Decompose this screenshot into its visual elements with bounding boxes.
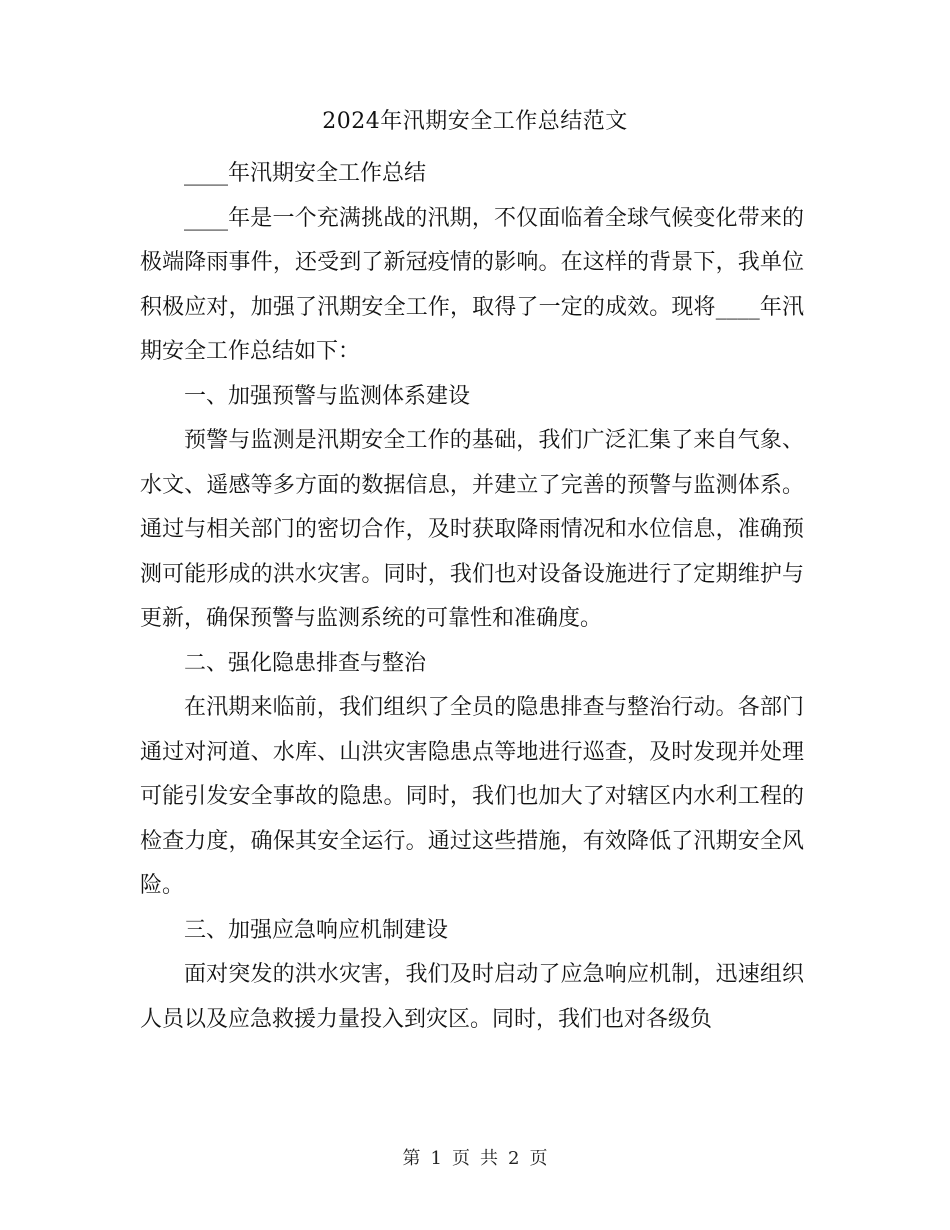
section-heading-2: 二、强化隐患排查与整治 <box>184 650 427 676</box>
footer-total-pages: 2 <box>508 1148 520 1169</box>
subtitle-paragraph: ____年汛期安全工作总结 <box>184 161 427 186</box>
section-paragraph-1: 预警与监测是汛期安全工作的基础，我们广泛汇集了来自气象、水文、遥感等多方面的数据信息，并建立了完善的预警与监测体系。通过与相关部门的密切合作，及时获取降雨情况和水位信息，准确预测可能形成的洪水灾害。同时，我们也对设备设施进行了定期维护与更新，确保预警与监测系统的可靠性和准确度。 <box>140 428 804 631</box>
footer-current-page: 1 <box>430 1148 442 1169</box>
intro-paragraph: ____年是一个充满挑战的汛期，不仅面临着全球气候变化带来的极端降雨事件，还受到了新冠疫情的影响。在这样的背景下，我单位积极应对，加强了汛期安全工作，取得了一定的成效。现将____年汛期安全工作总结如下： <box>140 205 804 364</box>
section-paragraph-3: 面对突发的洪水灾害，我们及时启动了应急响应机制，迅速组织人员以及应急救援力量投入到灾区。同时，我们也对各级负 <box>140 962 804 1032</box>
section-heading-3: 三、加强应急响应机制建设 <box>184 917 449 943</box>
footer-total-label: 共 <box>480 1148 498 1169</box>
section-paragraph-2: 在汛期来临前，我们组织了全员的隐患排查与整治行动。各部门通过对河道、水库、山洪灾害隐患点等地进行巡查，及时发现并处理可能引发安全事故的隐患。同时，我们也加大了对辖区内水利工程的检查力度，确保其安全运行。通过这些措施，有效降低了汛期安全风险。 <box>140 695 804 898</box>
document-title: 2024年汛期安全工作总结范文 <box>322 109 628 134</box>
section-heading-1: 一、加强预警与监测体系建设 <box>184 383 471 409</box>
footer-prefix: 第 <box>402 1148 421 1169</box>
document-body <box>140 152 804 1042</box>
footer-suffix: 页 <box>529 1148 548 1169</box>
page-footer <box>0 1144 950 1174</box>
footer-page-label: 页 <box>452 1148 470 1169</box>
